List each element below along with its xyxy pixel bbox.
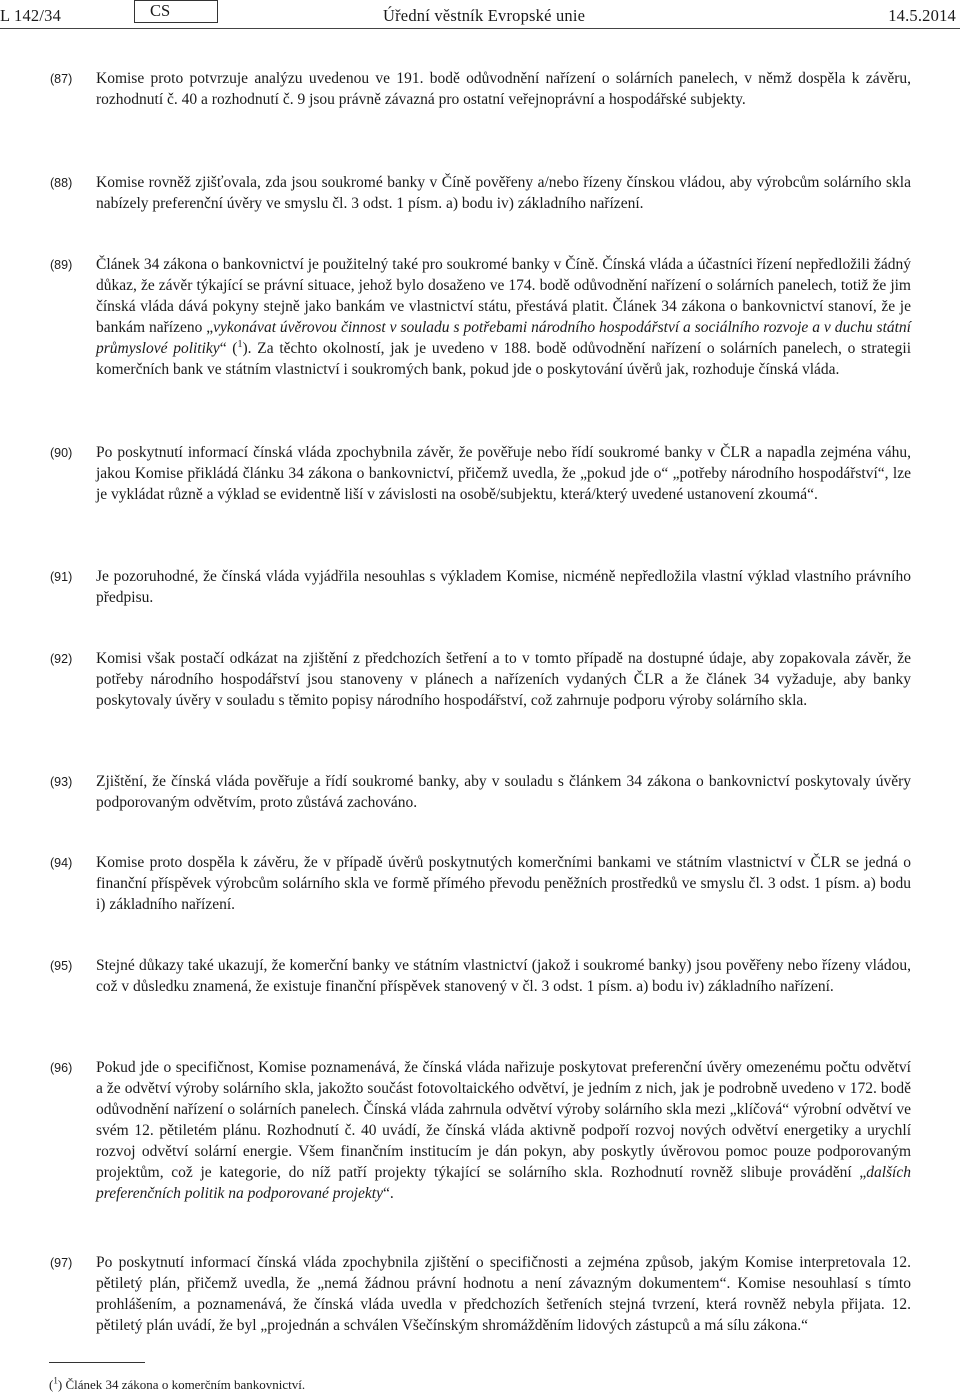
paragraph-number: (90)	[50, 446, 73, 460]
paragraph-number: (87)	[50, 72, 73, 86]
page-reference: L 142/34	[0, 6, 62, 25]
paragraph-text: Článek 34 zákona o bankovnictví je použitelný také pro soukromé banky v Číně. Čínská vláda a účastníci řízení nepředložili žádný důkaz, že závěr týkající se právní situace, jehož bylo dosaženo ve 174. bodě odůvodnění nařízení o solárních panelech, totiž že jim čínská vláda dává pokyny stejně jako bankám ve vlastnictví státu, přestává platit. Článek 34 zákona o bankovnictví stanoví, že je bankám nařízeno „vykonávat úvěrovou činnost v souladu s potřebami národního hospodářství a sociálního rozvoje a v duchu státní průmyslové politiky“ ($^1$). Za těchto okolností, jak je uvedeno v 188. bodě odůvodnění nařízení o solárních panelech, o strategii komerčních bank ve státním vlastnictví i soukromých bank, pokud jde o poskytování úvěrů jak, rozhoduje čínská vláda.	[96, 256, 911, 378]
footnote-reference[interactable]: 1	[237, 338, 243, 350]
paragraph-text: Komisi však postačí odkázat na zjištění z předchozích šetření a to v tomto případě na dostupné údaje, aby zopakovala závěr, že potřeby národního hospodářství jsou stanoveny v plánech a nařízeních vydaných ČLR a že článek 34 vyžaduje, aby banky poskytovaly úvěry v souladu s těmito popisy národního hospodářství, což zahrnuje podporu výroby solárního skla.	[96, 650, 911, 709]
paragraph-text: Je pozoruhodné, že čínská vláda vyjádřila nesouhlas s výkladem Komise, nicméně nepředložila vlastní výklad vlastního právního předpisu.	[96, 568, 911, 606]
paragraph-text: Po poskytnutí informací čínská vláda zpochybnila zjištění o specifičnosti a zejména způsob, jakým Komise interpretovala 12. pětiletý plán, přičemž uvedla, že „nemá žádnou právní hodnotu a není závazným dokumentem“. Komise nesouhlasí s tímto prohlášením, a poznamenává, že čínská vláda uvedla v předchozích šetřeních stejná tvrzení, která rovněž nebyla přijata. 12. pětiletý plán uvádí, že byl „projednán a schválen Všečínským shromážděním lidových zástupců a má sílu zákona.“	[96, 1254, 911, 1334]
paragraph-text: Stejné důkazy také ukazují, že komerční banky ve státním vlastnictví (jakož i soukromé banky) jsou pověřeny nebo řízeny vládou, což v důsledku znamená, že existuje finanční příspěvek stanovený v čl. 3 odst. 1 písm. a) bodu iv) základního nařízení.	[96, 957, 911, 995]
paragraph-number: (89)	[50, 258, 73, 272]
paragraph-text: Zjištění, že čínská vláda pověřuje a řídí soukromé banky, aby v souladu s článkem 34 zákona o bankovnictví poskytovaly úvěry podporovaným odvětvím, proto zůstává zachováno.	[96, 773, 911, 811]
quoted-law-text: vykonávat úvěrovou činnost v souladu s potřebami národního hospodářství a sociálního rozvoje a v duchu státní průmyslové politiky	[96, 319, 911, 357]
quoted-law-text: dalších preferenčních politik na podporované projekty	[96, 1164, 911, 1202]
paragraph-text: Komise proto dospěla k závěru, že v případě úvěrů poskytnutých komerčními bankami ve státním vlastnictví v ČLR se jedná o finanční příspěvek výrobcům solárního skla ve formě přímého převodu peněžních prostředků ve smyslu čl. 3 odst. 1 písm. a) bodu i) základního nařízení.	[96, 854, 911, 913]
paragraph-text: Komise rovněž zjišťovala, zda jsou soukromé banky v Číně pověřeny a/nebo řízeny čínskou vládou, aby výrobcům solárního skla nabízely preferenční úvěry ve smyslu čl. 3 odst. 1 písm. a) bodu iv) základního nařízení.	[96, 174, 911, 212]
paragraph-number: (92)	[50, 652, 73, 666]
paragraph-number: (94)	[50, 856, 73, 870]
paragraph-number: (96)	[50, 1061, 73, 1075]
header-divider	[0, 28, 960, 29]
footnote: ($^1$) Článek 34 zákona o komerčním bankovnictví.	[49, 1375, 306, 1392]
paragraph-number: (97)	[50, 1256, 73, 1270]
paragraph-text: Pokud jde o specifičnost, Komise poznamenává, že čínská vláda nařizuje poskytovat preferenční úvěry omezenému počtu odvětví a že odvětví výroby solárního skla, jakožto součást fotovoltaického odvětví, je jedním z nich, jak je podrobně uvedeno v 172. bodě odůvodnění nařízení o solárních panelech. Čínská vláda zahrnula odvětví výroby solárního skla mezi „klíčová“ výrobní odvětví ve svém 12. pětiletém plánu. Rozhodnutí č. 40 uvádí, že čínská vláda aktivně podpoří rozvoj nových odvětví energetiky a urychlí rozvoj odvětví solární energie. Všem finančním institucím je dán pokyn, aby poskytly úvěrovou pomoc pouze podporovaným projektům, což je kategorie, do níž patří projekty týkající se solárního skla. Rozhodnutí rovněž slibuje provádění „dalších preferenčních politik na podporované projekty“.	[96, 1059, 911, 1202]
paragraph-number: (93)	[50, 775, 73, 789]
paragraph-number: (91)	[50, 570, 73, 584]
footnote-divider	[49, 1362, 145, 1363]
paragraph-number: (88)	[50, 176, 73, 190]
paragraph-text: Komise proto potvrzuje analýzu uvedenou ve 191. bodě odůvodnění nařízení o solárních panelech, v němž dospěla k závěru, rozhodnutí č. 40 a rozhodnutí č. 9 jsou právně závazná pro ostatní veřejnoprávní a hospodářské subjekty.	[96, 70, 911, 108]
publication-date: 14.5.2014	[888, 6, 956, 25]
footnote-text: Článek 34 zákona o komerčním bankovnictví.	[65, 1377, 306, 1392]
page-header	[0, 0, 960, 30]
language-badge	[134, 0, 218, 23]
footnote-mark: 1	[53, 1375, 58, 1386]
journal-title: Úřední věstník Evropské unie	[383, 6, 586, 25]
paragraph-text: Po poskytnutí informací čínská vláda zpochybnila závěr, že pověřuje nebo řídí soukromé banky v ČLR a napadla zejména váhu, jakou Komise přikládá článku 34 zákona o bankovnictví, přičemž uvedla, že „pokud jde o“ „potřeby národního hospodářství“, lze je vykládat různě a výklad se evidentně liší v závislosti na osobě/subjektu, která/který uvedené ustanovení zkoumá“.	[96, 444, 911, 503]
language-code: CS	[150, 1, 171, 20]
paragraph-number: (95)	[50, 959, 73, 973]
